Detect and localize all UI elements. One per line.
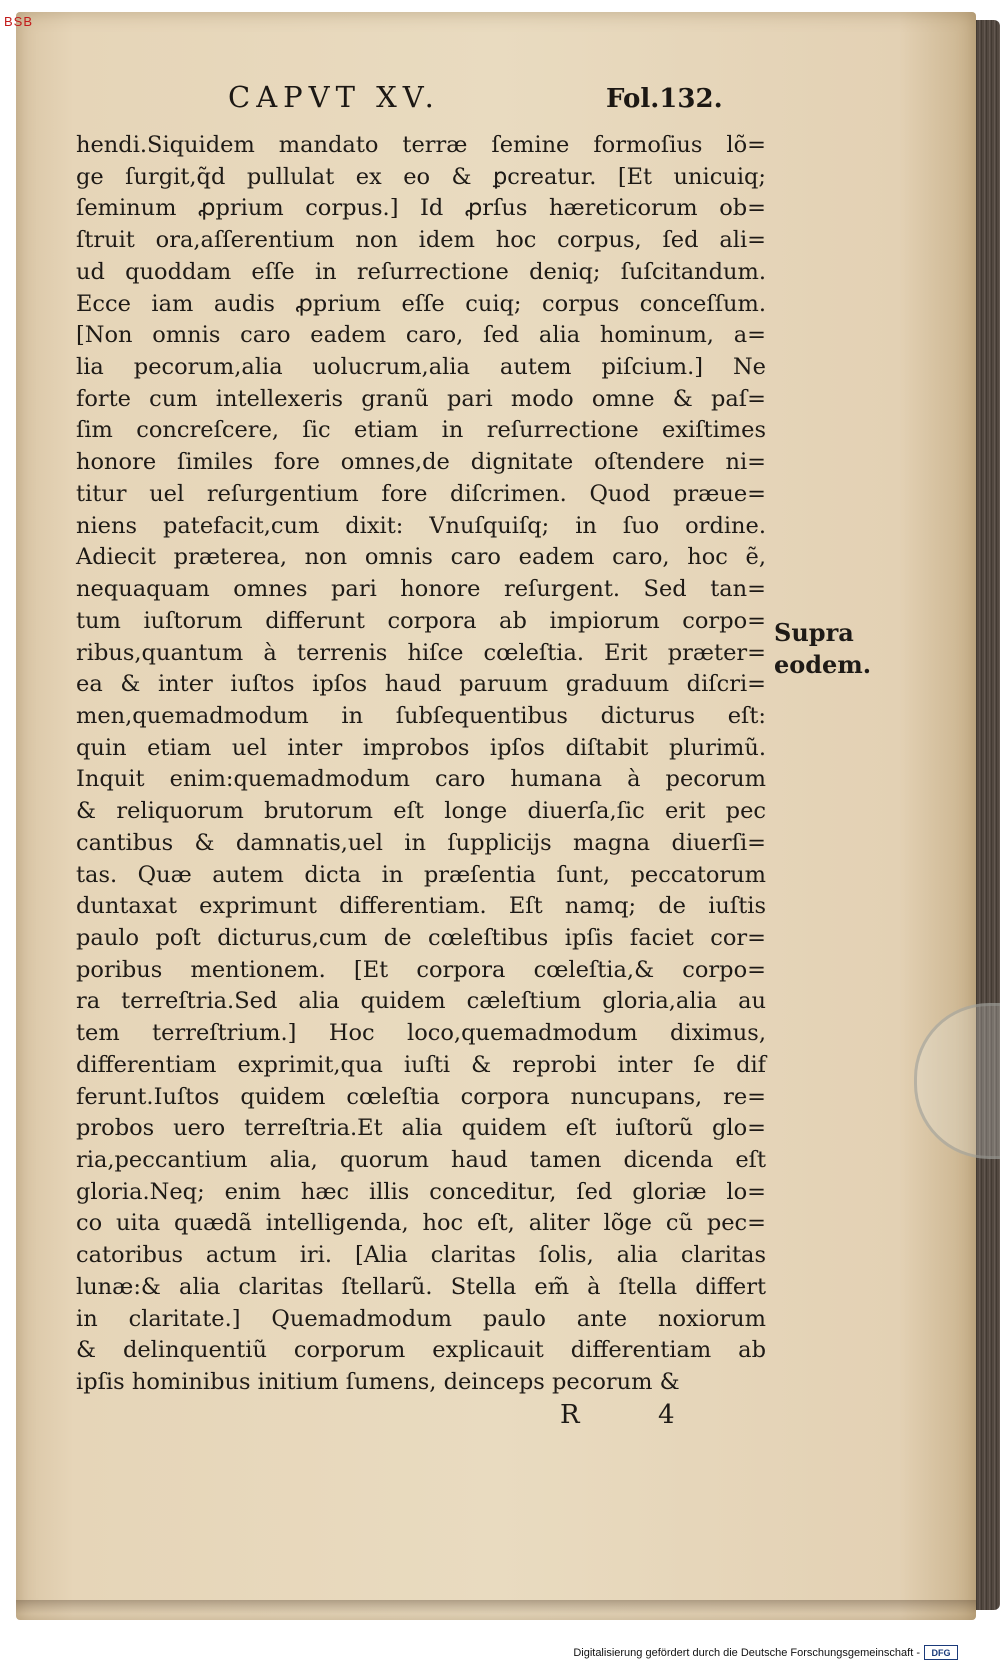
text-line: Ecce iam audis ꝓprium eſſe cuiq; corpus conceſſum. (76, 290, 766, 317)
signature-letter: R (560, 1400, 580, 1430)
text-line: titur uel reſurgentium fore diſcrimen. Quod præue= (76, 480, 766, 507)
text-line: gloria.Neq; enim hæc illis conceditur, ſed gloriæ lo= (76, 1178, 766, 1205)
text-line: probos uero terreſtria.Et alia quidem eſt iuſtorũ glo= (76, 1115, 766, 1142)
text-line: Adiecit præterea, non omnis caro eadem caro, hoc ẽ, (76, 544, 766, 571)
text-line: Inquit enim:quemadmodum caro humana à pecorum (76, 766, 766, 793)
text-line: cantibus & damnatis,uel in ſupplicijs magna diuerſi= (76, 829, 766, 856)
signature-number: 4 (658, 1400, 675, 1430)
text-line: tas. Quæ autem dicta in præſentia ſunt, peccatorum (76, 861, 766, 888)
text-line: catoribus actum iri. [Alia claritas ſolis, alia claritas (76, 1242, 766, 1269)
text-line: co uita quædã intelligenda, hoc eſt, aliter lõge cũ pec= (76, 1210, 766, 1237)
text-line: ea & inter iuſtos ipſos haud paruum graduum diſcri= (76, 671, 766, 698)
text-line: poribus mentionem. [Et corpora cœleſtia,& corpo= (76, 956, 766, 983)
text-line: tem terreſtrium.] Hoc loco,quemadmodum diximus, (76, 1020, 766, 1047)
chapter-title: CAPVT XV. (228, 80, 440, 114)
text-line: in claritate.] Quemadmodum paulo ante noxiorum (76, 1305, 766, 1332)
text-line: men,quemadmodum in ſubſequentibus dicturus eſt: (76, 702, 766, 729)
text-line: ipſis hominibus initium ſumens, deinceps pecorum & (76, 1369, 680, 1396)
digitization-credit (573, 1645, 958, 1660)
text-line: lia pecorum,alia uolucrum,alia autem piſcium.] Ne (76, 354, 766, 381)
text-line: & reliquorum brutorum eſt longe diuerſa,ſic erit pec (76, 798, 766, 825)
text-line: ferunt.Iuſtos quidem cœleſtia corpora nuncupans, re= (76, 1083, 766, 1110)
text-line: nequaquam omnes pari honore reſurgent. Sed tan= (76, 576, 766, 603)
text-line: tum iuſtorum differunt corpora ab impiorum corpo= (76, 607, 766, 634)
text-line: ria,peccantium alia, quorum haud tamen dicenda eſt (76, 1147, 766, 1173)
page-shadow (16, 1600, 976, 1614)
folio-number: Fol.132. (606, 84, 723, 114)
text-line: duntaxat exprimunt differentiam. Eſt namq; de iuſtis (76, 893, 766, 920)
text-line: & delinquentiũ corporum explicauit differentiam ab (76, 1337, 766, 1364)
marginal-note-line: Supra (774, 618, 854, 647)
text-line: niens patefacit,cum dixit: Vnuſquiſq; in ſuo ordine. (76, 512, 766, 539)
text-line: lunæ:& alia claritas ſtellarũ. Stella em̃ à ſtella differt (76, 1273, 766, 1300)
text-line: paulo poſt dicturus,cum de cœleſtibus ipſis faciet cor= (76, 924, 766, 951)
body-text (76, 130, 766, 1399)
dfg-logo-icon: DFG (924, 1645, 958, 1660)
credit-text: Digitalisierung gefördert durch die Deutsche Forschungsgemeinschaft - (573, 1646, 920, 1659)
text-line: [Non omnis caro eadem caro, ſed alia hominum, a= (76, 322, 766, 349)
text-line: ra terreſtria.Sed alia quidem cæleſtium gloria,alia au (76, 988, 766, 1015)
text-line: quin etiam uel inter improbos ipſos diſtabit plurimũ. (76, 734, 766, 761)
text-line: forte cum intellexeris granũ pari modo omne & paſ= (76, 385, 766, 412)
library-mark: BSB (4, 14, 34, 29)
text-line: ud quoddam eſſe in reſurrectione deniq; ſuſcitandum. (76, 258, 766, 285)
text-line: hendi.Siquidem mandato terræ ſemine formoſius lõ= (76, 132, 766, 158)
marginal-note (774, 617, 874, 681)
text-line: ge ſurgit,q̃d pullulat ex eo & ꝑcreatur. [Et unicuiq; (76, 163, 766, 190)
text-line: ſim concreſcere, ſic etiam in reſurrectione exiſtimes (76, 417, 766, 444)
text-line: ribus,quantum à terrenis hiſce cœleſtia. Erit præter= (76, 639, 766, 666)
running-head (0, 80, 1000, 120)
text-line: differentiam exprimit,qua iuſti & reprobi inter ſe dif (76, 1051, 766, 1078)
text-line: ſeminum ꝓprium corpus.] Id ꝓrſus hæreticorum ob= (76, 195, 766, 222)
marginal-note-line: eodem. (774, 650, 872, 679)
text-line: ſtruit ora,aſſerentium non idem hoc corpus, ſed ali= (76, 227, 766, 254)
text-line: honore ſimiles fore omnes,de dignitate oſtendere ni= (76, 449, 766, 476)
